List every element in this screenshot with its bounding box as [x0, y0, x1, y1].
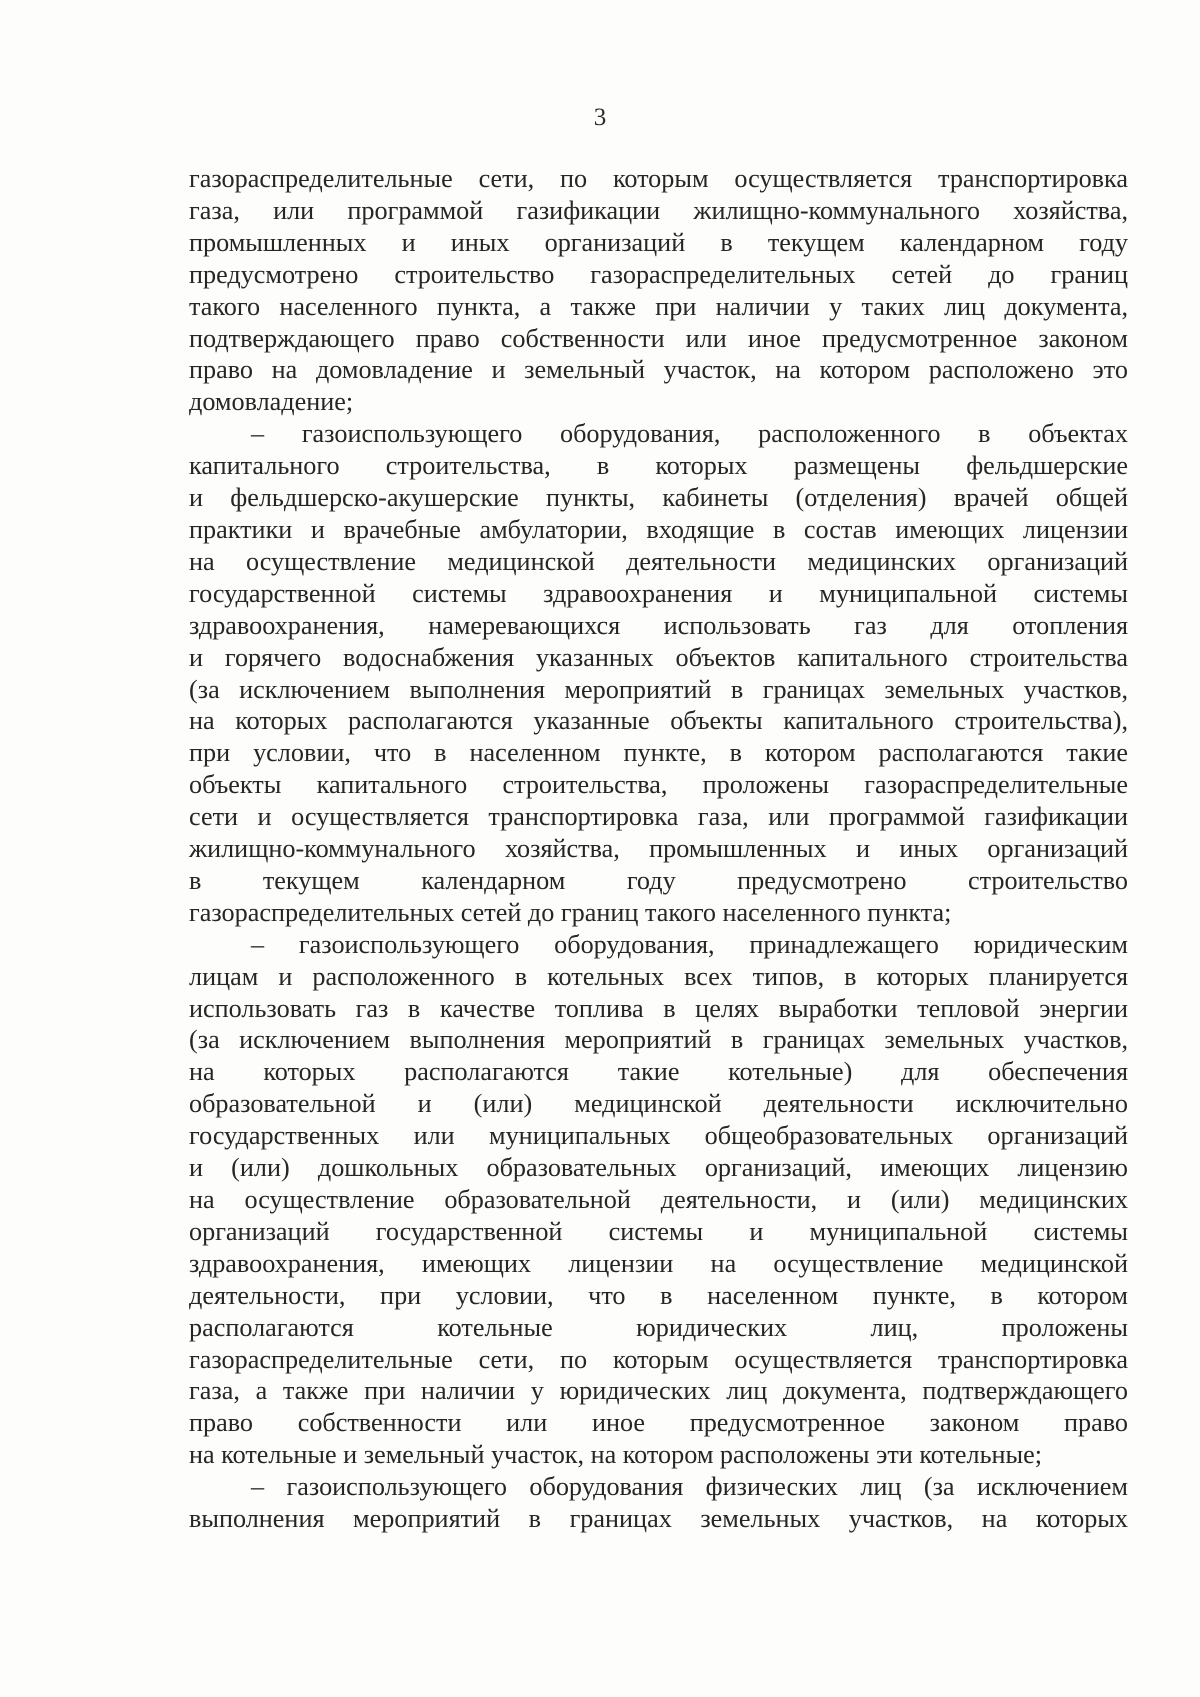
paragraph-line: и горячего водоснабжения указанных объектов капитального строительства	[189, 642, 1128, 672]
paragraph-line: газораспределительные сети, по которым осуществляется транспортировка	[189, 1344, 1128, 1374]
paragraph-line: (за исключением выполнения мероприятий в границах земельных участков,	[189, 674, 1128, 704]
paragraph-line: – газоиспользующего оборудования физических лиц (за исключением	[251, 1472, 1128, 1502]
paragraph	[189, 1471, 1128, 1535]
paragraph-line: на котельные и земельный участок, на котором расположены эти котельные;	[189, 1440, 1043, 1470]
paragraph-line: жилищно-коммунального хозяйства, промышленных и иных организаций	[189, 834, 1128, 864]
paragraph-line: и фельдшерско-акушерские пункты, кабинеты (отделения) врачей общей	[189, 483, 1128, 513]
paragraph-line: – газоиспользующего оборудования, принадлежащего юридическим	[251, 929, 1128, 959]
document-body	[189, 163, 1128, 1535]
paragraph-line: деятельности, при условии, что в населенном пункте, в котором	[189, 1280, 1128, 1310]
paragraph-line: предусмотрено строительство газораспределительных сетей до границ	[189, 259, 1128, 289]
paragraph-line: (за исключением выполнения мероприятий в границах земельных участков,	[189, 1025, 1128, 1055]
paragraph	[189, 418, 1128, 929]
paragraph-line: здравоохранения, намеревающихся использовать газ для отопления	[189, 610, 1128, 640]
paragraph-line: здравоохранения, имеющих лицензии на осуществление медицинской	[189, 1248, 1128, 1278]
paragraph-line: газа, а также при наличии у юридических лиц документа, подтверждающего	[189, 1376, 1128, 1406]
paragraph-line: лицам и расположенного в котельных всех типов, в которых планируется	[189, 961, 1128, 991]
paragraph-line: при условии, что в населенном пункте, в котором располагаются такие	[189, 738, 1128, 768]
paragraph-line: государственной системы здравоохранения и муниципальной системы	[189, 578, 1128, 608]
paragraph-line: право собственности или иное предусмотренное законом право	[189, 1408, 1128, 1438]
paragraph-line: и (или) дошкольных образовательных организаций, имеющих лицензию	[189, 1153, 1128, 1183]
page-number: 3	[593, 104, 607, 131]
paragraph-line: газораспределительные сети, по которым осуществляется транспортировка	[189, 164, 1128, 193]
paragraph-line: располагаются котельные юридических лиц, проложены	[189, 1312, 1128, 1342]
paragraph-line: на которых располагаются такие котельные) для обеспечения	[189, 1057, 1128, 1087]
paragraph-line: образовательной и (или) медицинской деятельности исключительно	[189, 1089, 1128, 1119]
paragraph-line: промышленных и иных организаций в текущем календарном году	[189, 227, 1128, 257]
paragraph-line: капитального строительства, в которых размещены фельдшерские	[189, 451, 1128, 481]
paragraph-line: право на домовладение и земельный участок, на котором расположено это	[189, 355, 1128, 385]
paragraph-line: газа, или программой газификации жилищно-коммунального хозяйства,	[189, 195, 1128, 225]
paragraph-line: такого населенного пункта, а также при наличии у таких лиц документа,	[189, 291, 1128, 321]
paragraph-line: использовать газ в качестве топлива в целях выработки тепловой энергии	[189, 993, 1128, 1023]
paragraph-line: на осуществление образовательной деятельности, и (или) медицинских	[189, 1185, 1128, 1214]
paragraph	[189, 929, 1128, 1471]
paragraph-line: газораспределительных сетей до границ такого населенного пункта;	[189, 897, 952, 927]
paragraph-line: подтверждающего право собственности или иное предусмотренное законом	[189, 323, 1128, 353]
paragraph-line: на осуществление медицинской деятельности медицинских организаций	[189, 546, 1128, 576]
paragraph-line: домовладение;	[189, 387, 354, 417]
paragraph-line: – газоиспользующего оборудования, расположенного в объектах	[251, 419, 1128, 449]
paragraph-line: в текущем календарном году предусмотрено строительство	[189, 865, 1128, 895]
paragraph-line: государственных или муниципальных общеобразовательных организаций	[189, 1121, 1128, 1151]
paragraph-line: на которых располагаются указанные объекты капитального строительства),	[189, 706, 1128, 736]
paragraph-line: организаций государственной системы и муниципальной системы	[189, 1216, 1128, 1246]
paragraph-line: практики и врачебные амбулатории, входящие в состав имеющих лицензии	[189, 514, 1128, 544]
paragraph-line: объекты капитального строительства, проложены газораспределительные	[189, 770, 1128, 800]
paragraph-line: выполнения мероприятий в границах земельных участков, на которых	[189, 1504, 1128, 1534]
paragraph-line: сети и осуществляется транспортировка газа, или программой газификации	[189, 802, 1128, 832]
paragraph	[189, 163, 1128, 418]
